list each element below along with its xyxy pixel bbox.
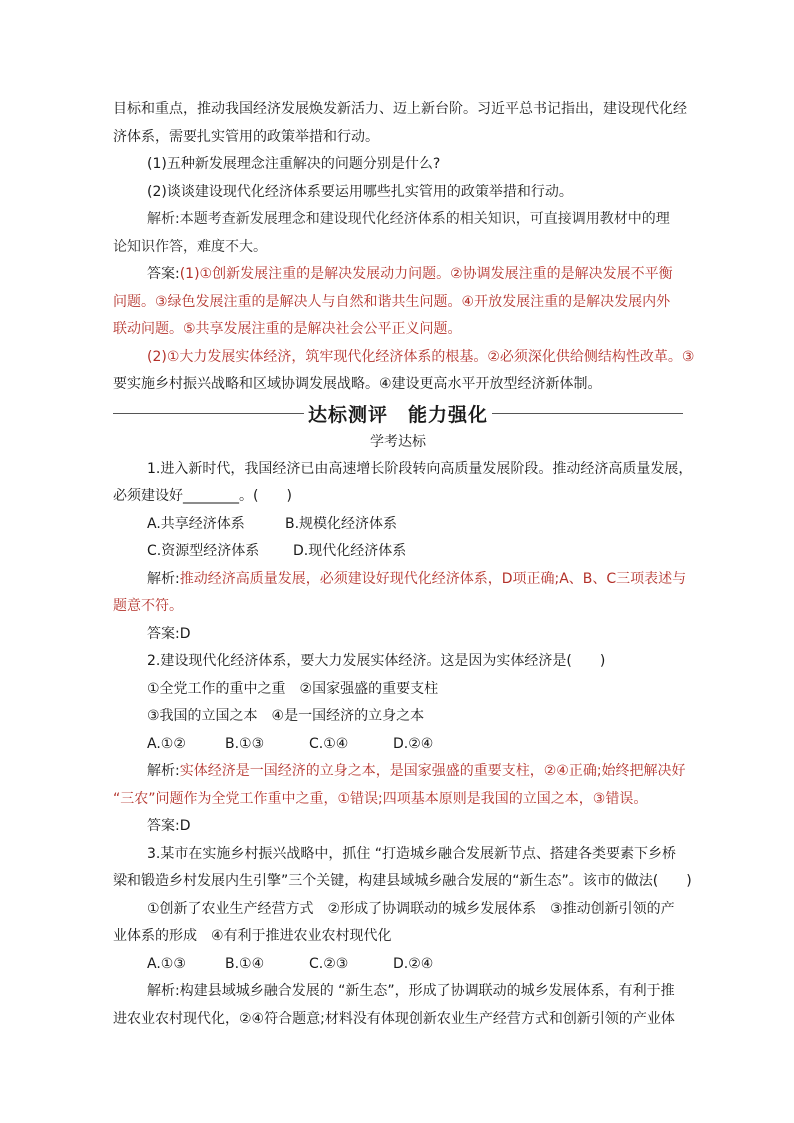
intro-answer2-line-1: (2)①大力发展实体经济，筑牢现代化经济体系的根基。②必须深化供给侧结构性改革。③	[147, 348, 695, 365]
analysis-label: 解析:	[147, 983, 180, 999]
intro-analysis-line-1	[113, 206, 683, 234]
intro-line-2: 济体系，需要扎实管用的政策举措和行动。	[113, 128, 379, 145]
q2-analysis-line-2: “三农”问题作为全党工作重中之重，①错误;四项基本原则是我国的立国之本，③错误。	[113, 790, 648, 807]
q1-analysis-line-1	[113, 566, 687, 594]
q2-options	[113, 731, 683, 759]
q3-option-c: C.②③	[309, 955, 349, 972]
analysis-label: 解析:	[147, 570, 180, 587]
analysis-text: 推动经济高质量发展，必须建设好现代化经济体系，D项正确;A、B、C三项表述与	[179, 570, 687, 587]
q3-analysis-line-2: 进农业农村现代化，②④符合题意;材料没有体现创新农业生产经营方式和创新引领的产业体	[113, 1010, 675, 1027]
q2-stem: 2.建设现代化经济体系，要大力发展实体经济。这是因为实体经济是( )	[147, 653, 606, 669]
section-title: 达标测评 能力强化	[308, 404, 489, 426]
answer-label: 答案:	[147, 266, 180, 282]
q1-option-b: B.规模化经济体系	[285, 515, 398, 532]
q2-option-d: D.②④	[393, 735, 434, 752]
q1-options-ab	[113, 511, 683, 539]
intro-analysis-line-2: 论知识作答，难度不大。	[113, 238, 267, 255]
analysis-text: 实体经济是一国经济的立身之本，是国家强盛的重要支柱，②④正确;始终把解决好	[179, 763, 686, 779]
q2-option-c: C.①④	[309, 735, 349, 752]
q2-items-12: ①全党工作的重中之重 ②国家强盛的重要支柱	[147, 680, 439, 697]
q1-option-c: C.资源型经济体系	[147, 543, 260, 559]
q1-stem-line-2: 必须建设好________。( )	[113, 488, 292, 504]
divider-line-left	[113, 413, 304, 414]
q3-items-line-2: 业体系的形成 ④有利于推进农业农村现代化	[113, 928, 392, 944]
q1-stem-line-1: 1.进入新时代，我国经济已由高速增长阶段转向高质量发展阶段。推动经济高质量发展，	[147, 460, 693, 477]
analysis-label: 解析:	[147, 763, 180, 779]
q3-option-d: D.②④	[393, 955, 434, 972]
q3-option-b: B.①④	[225, 955, 265, 972]
divider-line-right	[492, 413, 683, 414]
analysis-text: 本题考查新发展理念和建设现代化经济体系的相关知识，可直接调用教材中的理	[179, 211, 670, 227]
section-subtitle: 学考达标	[370, 433, 426, 450]
analysis-label: 解析:	[147, 211, 180, 227]
section-divider	[113, 399, 683, 429]
document-content	[113, 96, 695, 1033]
q1-analysis-line-2: 题意不符。	[113, 598, 183, 614]
intro-answer-line-1	[113, 261, 683, 289]
q2-analysis-line-1	[113, 758, 686, 786]
intro-answer-line-2: 问题。③绿色发展注重的是解决人与自然和谐共生问题。④开放发展注重的是解决发展内外	[113, 293, 671, 310]
q2-option-a: A.①②	[147, 735, 186, 752]
intro-question-1: (1)五种新发展理念注重解决的问题分别是什么?	[147, 156, 441, 172]
q1-option-a: A.共享经济体系	[147, 515, 245, 532]
q1-option-d: D.现代化经济体系	[293, 543, 407, 559]
q3-option-a: A.①③	[147, 955, 186, 972]
q1-options-cd	[113, 538, 683, 566]
q3-analysis-line-1	[113, 978, 683, 1006]
q1-answer: 答案:D	[147, 625, 191, 642]
q3-options	[113, 951, 683, 979]
q3-stem-line-2: 梁和锻造乡村发展内生引擎”三个关键，构建县域城乡融合发展的“新生态”。该市的做法( )	[113, 873, 692, 889]
q3-stem-line-1: 3.某市在实施乡村振兴战略中，抓住 “打造城乡融合发展新节点、搭建各类要素下乡桥	[147, 845, 677, 862]
intro-question-2: (2)谈谈建设现代化经济体系要运用哪些扎实管用的政策举措和行动。	[147, 183, 573, 200]
intro-answer-line-3: 联动问题。⑤共享发展注重的是解决社会公平正义问题。	[113, 321, 462, 337]
q2-items-34: ③我国的立国之本 ④是一国经济的立身之本	[147, 708, 425, 724]
intro-answer2-line-2: 要实施乡村振兴战略和区域协调发展战略。④建设更高水平开放型经济新体制。	[113, 376, 602, 392]
intro-line-1: 目标和重点，推动我国经济发展焕发新活力、迈上新台阶。习近平总书记指出，建设现代化经	[113, 101, 687, 117]
analysis-text: 构建县域城乡融合发展的 “新生态”，形成了协调联动的城乡发展体系，有利于推	[179, 983, 675, 999]
answer-text: (1)①创新发展注重的是解决发展动力问题。②协调发展注重的是解决发展不平衡	[179, 266, 673, 282]
q3-items-line-1: ①创新了农业生产经营方式 ②形成了协调联动的城乡发展体系 ③推动创新引领的产	[147, 900, 675, 917]
q2-answer: 答案:D	[147, 818, 191, 834]
q2-option-b: B.①③	[225, 735, 265, 752]
